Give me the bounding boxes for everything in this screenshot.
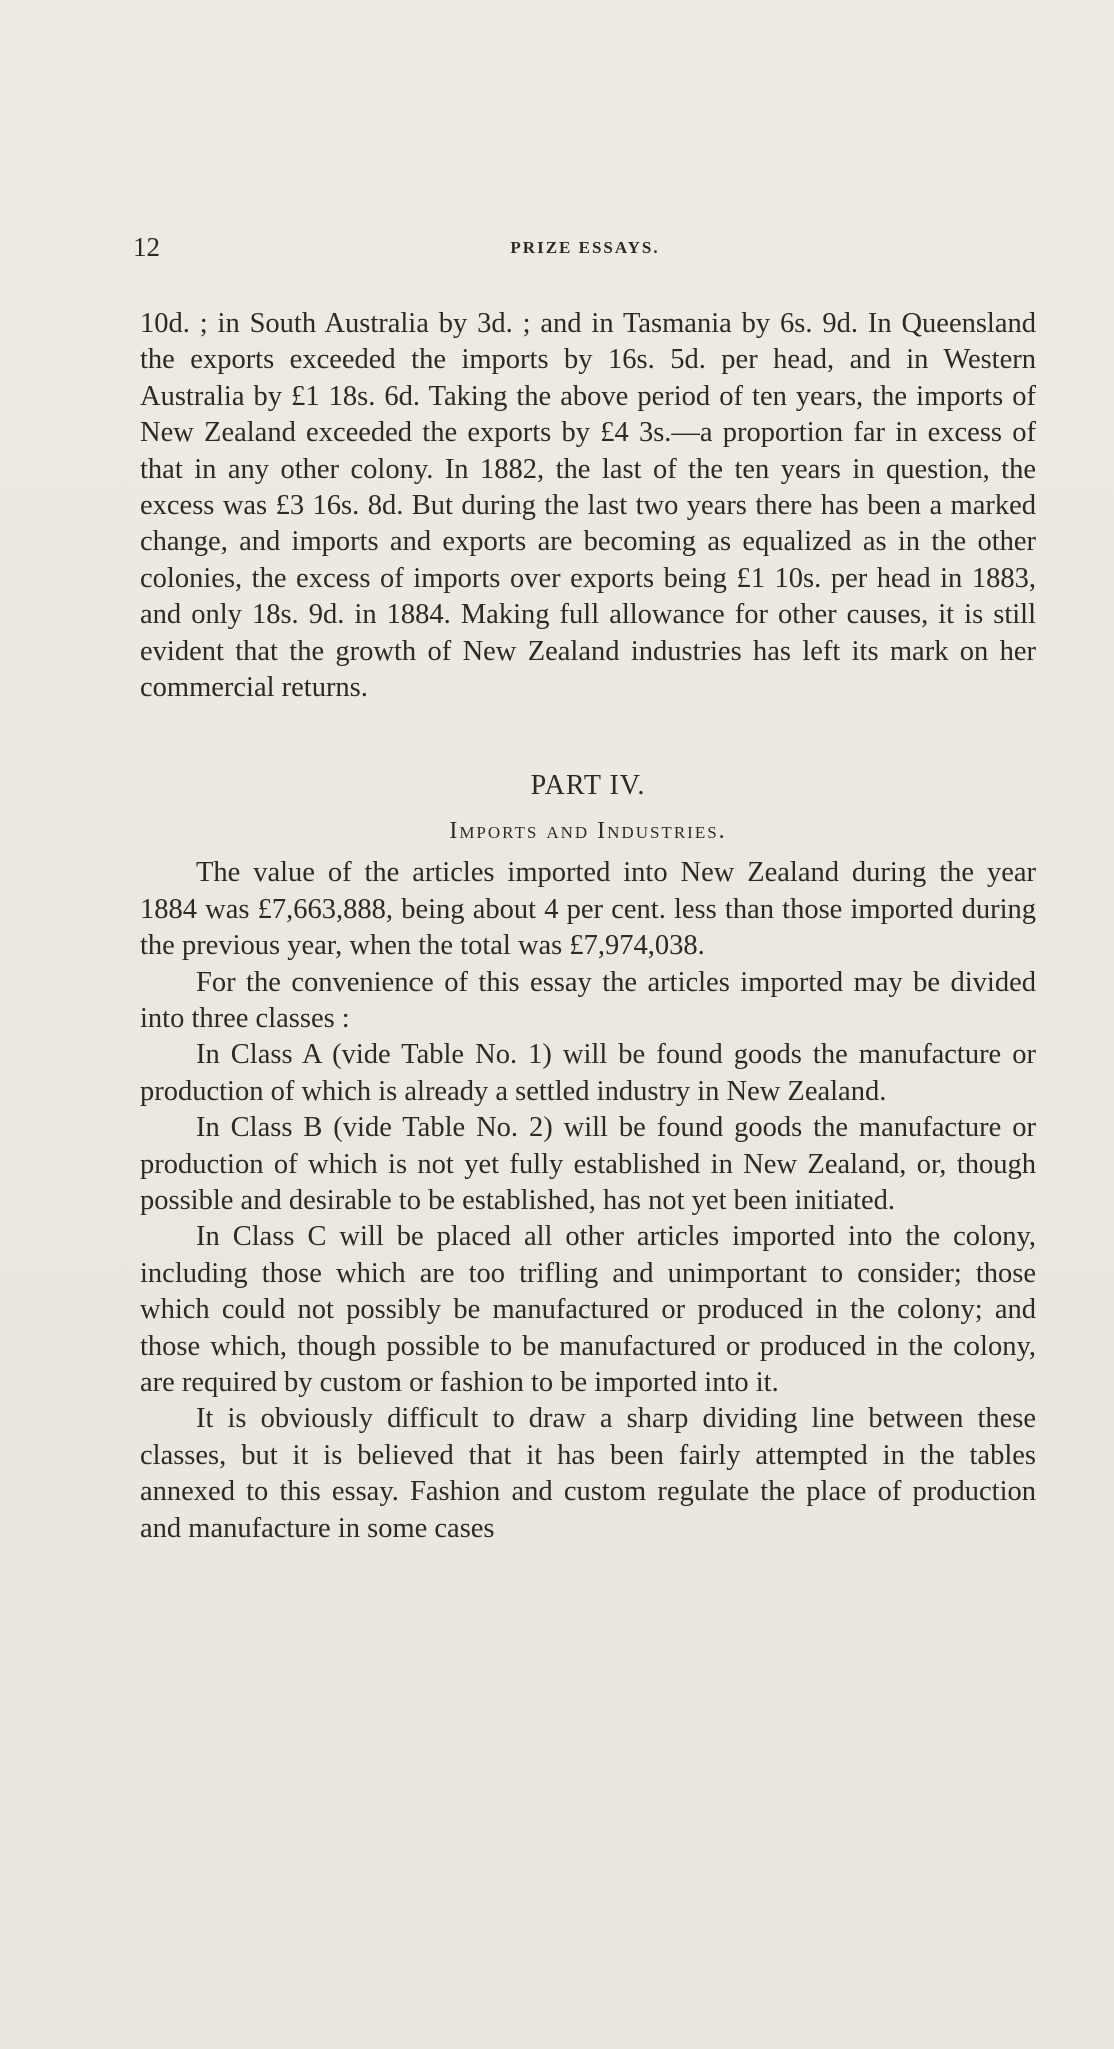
paragraph: In Class A (vide Table No. 1) will be found goods the manufacture or production of which is already a settled industry in New Zealand.	[140, 1039, 1036, 1107]
paragraph: For the convenience of this essay the articles imported may be divided into three classes :	[140, 966, 1036, 1034]
paragraph: The value of the articles imported into New Zealand during the year 1884 was £7,663,888, being about 4 per cent. less than those imported during the previous year, when the total was £7,974,038.	[140, 857, 1036, 962]
paragraph: In Class B (vide Table No. 2) will be found goods the manufacture or production of which is not yet fully established in New Zealand, or, though possible and desirable to be established, has not yet been initiated.	[140, 1112, 1036, 1216]
section-heading: Imports and Industries.	[449, 817, 727, 844]
paragraph-continuation: 10d. ; in South Australia by 3d. ; and in Tasmania by 6s. 9d. In Queensland the exports exceeded the imports by 16s. 5d. per head, and in Western Australia by £1 18s. 6d. Taking the above period of ten years, the imports of New Zealand exceeded the exports by £4 3s.—a proportion far in excess of that in any other colony. In 1882, the last of the ten years in question, the excess was £3 16s. 8d. But during the last two years there has been a marked change, and imports and exports are becoming as equalized as in the other colonies, the excess of imports over exports being £1 10s. per head in 1883, and only 18s. 9d. in 1884. Making full allowance for other causes, it is still evident that the growth of New Zealand industries has left its mark on her commercial returns.	[140, 308, 1036, 704]
page-body	[140, 306, 1036, 1547]
running-title: PRIZE ESSAYS.	[510, 238, 660, 257]
paragraph: In Class C will be placed all other articles imported into the colony, including those which are too trifling and unimportant to consider; those which could not possibly be manufactured or produced in the colony; and those which, though possible to be manufactured or produced in the colony, are required by custom or fashion to be imported into it.	[140, 1221, 1036, 1398]
page-number: 12	[133, 232, 160, 262]
running-head	[133, 232, 1037, 272]
paragraph: It is obviously difficult to draw a sharp dividing line between these classes, but it is believed that it has been fairly attempted in the tables annexed to this essay. Fashion and custom regulate the place of production and manufacture in some cases	[140, 1403, 1036, 1544]
part-heading: PART IV.	[530, 770, 646, 802]
